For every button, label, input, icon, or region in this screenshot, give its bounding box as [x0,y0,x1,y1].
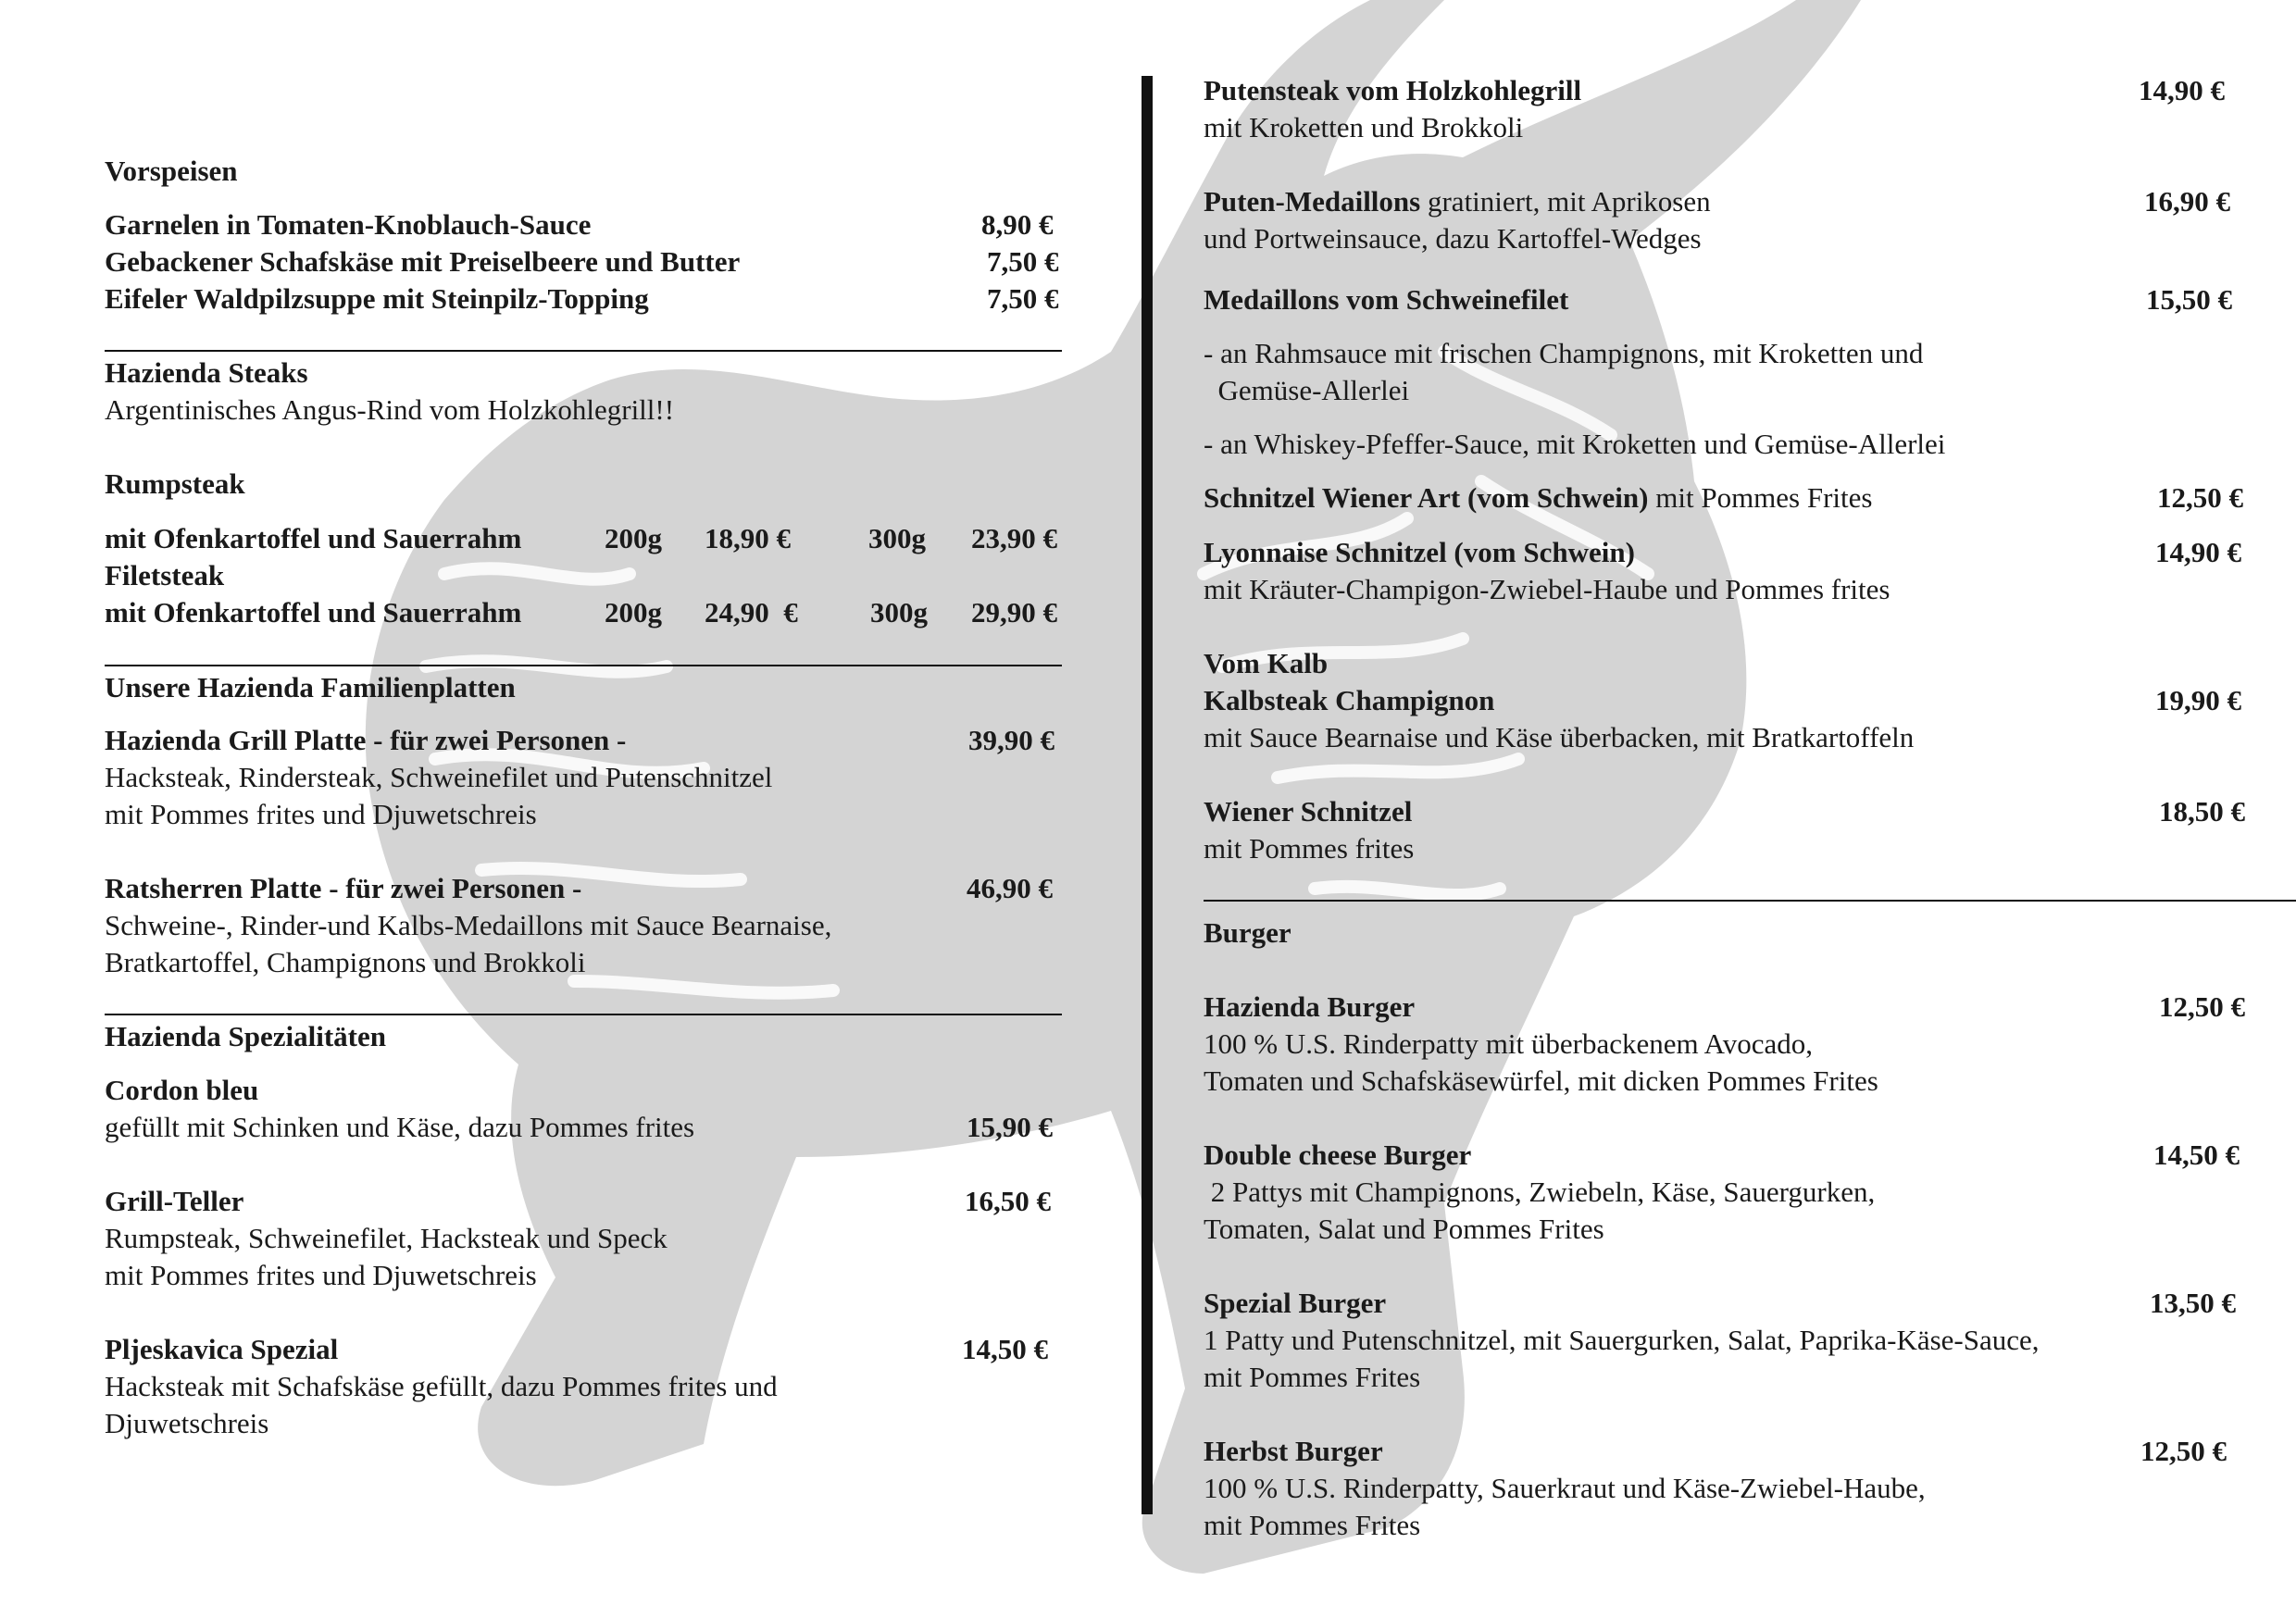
lyonnaise-name: Lyonnaise Schnitzel (vom Schwein) [1204,536,1635,568]
grillteller-desc-2: mit Pommes frites und Djuwetschreis [105,1259,537,1291]
vorspeise-1-price: 8,90 € [981,208,1054,241]
kalbsteak-name: Kalbsteak Champignon [1204,684,1495,716]
grill-platte-name: Hazienda Grill Platte - für zwei Personen - [105,724,627,756]
lyonnaise-price: 14,90 € [2155,536,2241,568]
lyonnaise-desc: mit Kräuter-Champigon-Zwiebel-Haube und Pommes frites [1204,573,1890,605]
kalbsteak-price: 19,90 € [2155,684,2241,716]
schweinefilet-option-2: - an Whiskey-Pfeffer-Sauce, mit Kroketten und Gemüse-Allerlei [1204,428,1946,460]
putensteak-name: Putensteak vom Holzkohlegrill [1204,74,1582,106]
putenmed-name: Puten-Medaillons [1204,185,1421,218]
vorspeise-2-name: Gebackener Schafskäse mit Preiselbeere und Butter [105,245,741,278]
ratsherren-price: 46,90 € [967,872,1053,904]
column-divider [1142,76,1153,1514]
filetsteak-desc: mit Ofenkartoffel und Sauerrahm [105,596,522,629]
pljeskavica-name: Pljeskavica Spezial [105,1333,339,1365]
pljeskavica-desc-2: Djuwetschreis [105,1407,269,1439]
double-burger-price: 14,50 € [2153,1139,2240,1171]
vorspeise-1-name: Garnelen in Tomaten-Knoblauch-Sauce [105,208,592,241]
putenmed-rest: gratiniert, mit Aprikosen [1420,185,1711,218]
filetsteak-weight-2: 300g [870,596,928,629]
hazienda-burger-desc-1: 100 % U.S. Rinderpatty mit überbackenem Avocado, [1204,1027,1814,1060]
double-burger-name: Double cheese Burger [1204,1139,1472,1171]
double-burger-desc-1: 2 Pattys mit Champignons, Zwiebeln, Käse, Sauergurken, [1204,1176,1876,1208]
schweinefilet-name: Medaillons vom Schweinefilet [1204,283,1569,316]
cordon-desc: gefüllt mit Schinken und Käse, dazu Pommes frites [105,1111,695,1143]
divider [1204,900,2296,902]
wiener-price: 18,50 € [2159,795,2245,828]
rumpsteak-title: Rumpsteak [105,467,245,500]
spezial-burger-desc-2: mit Pommes Frites [1204,1361,1421,1393]
cordon-price: 15,90 € [967,1111,1053,1143]
wienerart-price: 12,50 € [2157,481,2243,514]
grill-platte-price: 39,90 € [968,724,1054,756]
divider [105,350,1062,352]
putensteak-desc: mit Kroketten und Brokkoli [1204,111,1524,143]
wienerart-line [1204,479,1872,517]
vorspeise-3-name: Eifeler Waldpilzsuppe mit Steinpilz-Topping [105,282,649,315]
ratsherren-desc-1: Schweine-, Rinder-und Kalbs-Medaillons mit Sauce Bearnaise, [105,909,832,941]
herbst-burger-name: Herbst Burger [1204,1435,1383,1467]
cordon-name: Cordon bleu [105,1074,259,1106]
kalbsteak-desc: mit Sauce Bearnaise und Käse überbacken, mit Bratkartoffeln [1204,721,1915,753]
grillteller-desc-1: Rumpsteak, Schweinefilet, Hacksteak und Speck [105,1222,668,1254]
steaks-subtitle: Argentinisches Angus-Rind vom Holzkohlegrill!! [105,393,675,426]
grillteller-name: Grill-Teller [105,1185,244,1217]
rumpsteak-price-1: 18,90 € [705,522,791,554]
kalb-heading: Vom Kalb [1204,647,1329,679]
vorspeise-2-price: 7,50 € [987,245,1059,278]
wiener-name: Wiener Schnitzel [1204,795,1413,828]
grill-platte-desc-1: Hacksteak, Rindersteak, Schweinefilet und Putenschnitzel [105,761,773,793]
rumpsteak-desc: mit Ofenkartoffel und Sauerrahm [105,522,522,554]
schweinefilet-option-1b: Gemüse-Allerlei [1204,374,1410,406]
hazienda-burger-name: Hazienda Burger [1204,990,1416,1023]
wienerart-rest: mit Pommes Frites [1648,481,1873,514]
rumpsteak-weight-1: 200g [605,522,662,554]
herbst-burger-desc-2: mit Pommes Frites [1204,1509,1421,1541]
spezial-heading: Hazienda Spezialitäten [105,1020,386,1052]
grill-platte-desc-2: mit Pommes frites und Djuwetschreis [105,798,537,830]
spezial-burger-name: Spezial Burger [1204,1287,1387,1319]
steaks-heading: Hazienda Steaks [105,356,308,389]
wienerart-name: Schnitzel Wiener Art (vom Schwein) [1204,481,1649,514]
spezial-burger-desc-1: 1 Patty und Putenschnitzel, mit Sauergurken, Salat, Paprika-Käse-Sauce, [1204,1324,2040,1356]
hazienda-burger-price: 12,50 € [2159,990,2245,1023]
wiener-desc: mit Pommes frites [1204,832,1415,865]
ratsherren-name: Ratsherren Platte - für zwei Personen - [105,872,582,904]
pljeskavica-desc-1: Hacksteak mit Schafskäse gefüllt, dazu Pommes frites und [105,1370,778,1402]
rumpsteak-price-2: 23,90 € [971,522,1057,554]
hazienda-burger-desc-2: Tomaten und Schafskäsewürfel, mit dicken Pommes Frites [1204,1064,1878,1097]
double-burger-desc-2: Tomaten, Salat und Pommes Frites [1204,1213,1604,1245]
filetsteak-price-2: 29,90 € [971,596,1057,629]
filetsteak-title: Filetsteak [105,559,225,591]
grillteller-price: 16,50 € [965,1185,1051,1217]
herbst-burger-price: 12,50 € [2140,1435,2227,1467]
schweinefilet-option-1a: - an Rahmsauce mit frischen Champignons, mit Kroketten und [1204,337,1924,369]
filetsteak-weight-1: 200g [605,596,662,629]
vorspeise-3-price: 7,50 € [987,282,1059,315]
divider [105,1014,1062,1015]
pljeskavica-price: 14,50 € [962,1333,1048,1365]
filetsteak-price-1: 24,90 € [705,596,798,629]
putenmed-desc: und Portweinsauce, dazu Kartoffel-Wedges [1204,222,1702,255]
putensteak-price: 14,90 € [2139,74,2225,106]
burger-heading: Burger [1204,916,1292,949]
putenmed-price: 16,90 € [2144,185,2230,218]
spezial-burger-price: 13,50 € [2150,1287,2236,1319]
vorspeisen-heading: Vorspeisen [105,155,238,187]
herbst-burger-desc-1: 100 % U.S. Rinderpatty, Sauerkraut und Käse-Zwiebel-Haube, [1204,1472,1926,1504]
familien-heading: Unsere Hazienda Familienplatten [105,671,516,703]
rumpsteak-weight-2: 300g [868,522,926,554]
schweinefilet-price: 15,50 € [2146,283,2232,316]
putenmed-line-1 [1204,183,1711,220]
ratsherren-desc-2: Bratkartoffel, Champignons und Brokkoli [105,946,586,978]
divider [105,665,1062,666]
